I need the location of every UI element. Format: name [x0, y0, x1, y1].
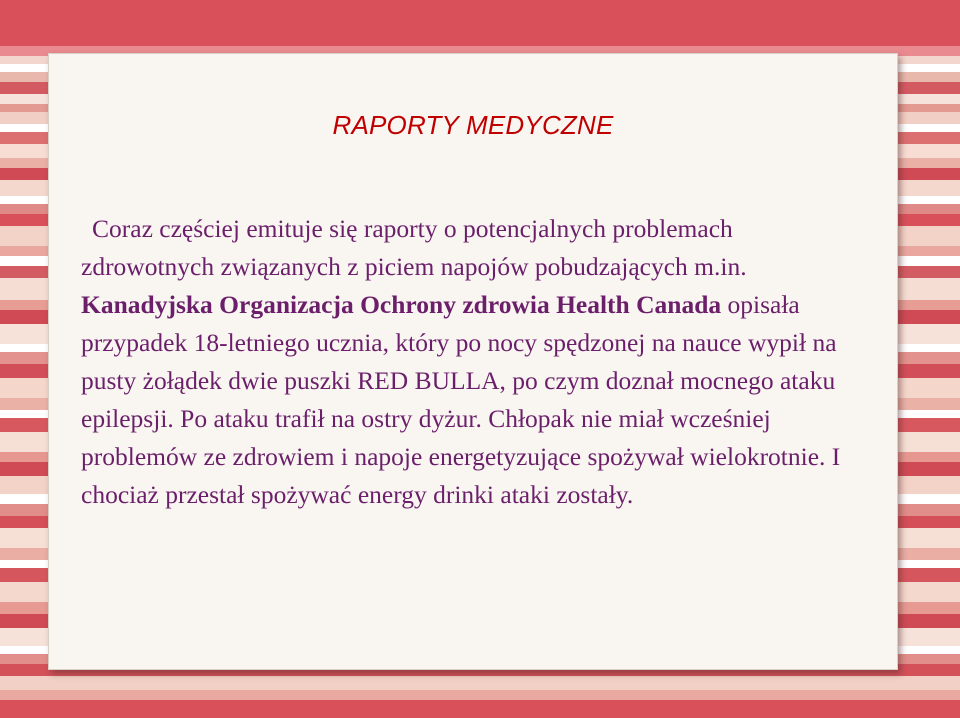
- paragraph-intro: Coraz częściej emituje się raporty o potencjalnych problemach zdrowotnych związanych z piciem napojów pobudzających m.in.: [81, 214, 747, 281]
- slide-card: [48, 53, 898, 670]
- slide-title: RAPORTY MEDYCZNE: [332, 110, 614, 140]
- paragraph-rest: opisała przypadek 18-letniego ucznia, który po nocy spędzonej na nauce wypił na pusty żołądek dwie puszki RED BULLA, po czym doznał mocnego ataku epilepsji. Po ataku trafił na ostry dyżur. Chłopak nie miał wcześniej problemów ze zdrowiem i napoje energetyzujące spożywał wielokrotnie. I chociaż przestał spożywać energy drinki ataki zostały.: [81, 290, 841, 509]
- slide-body-paragraph: [81, 210, 871, 514]
- paragraph-organization: Kanadyjska Organizacja Ochrony zdrowia Health Canada: [81, 290, 722, 319]
